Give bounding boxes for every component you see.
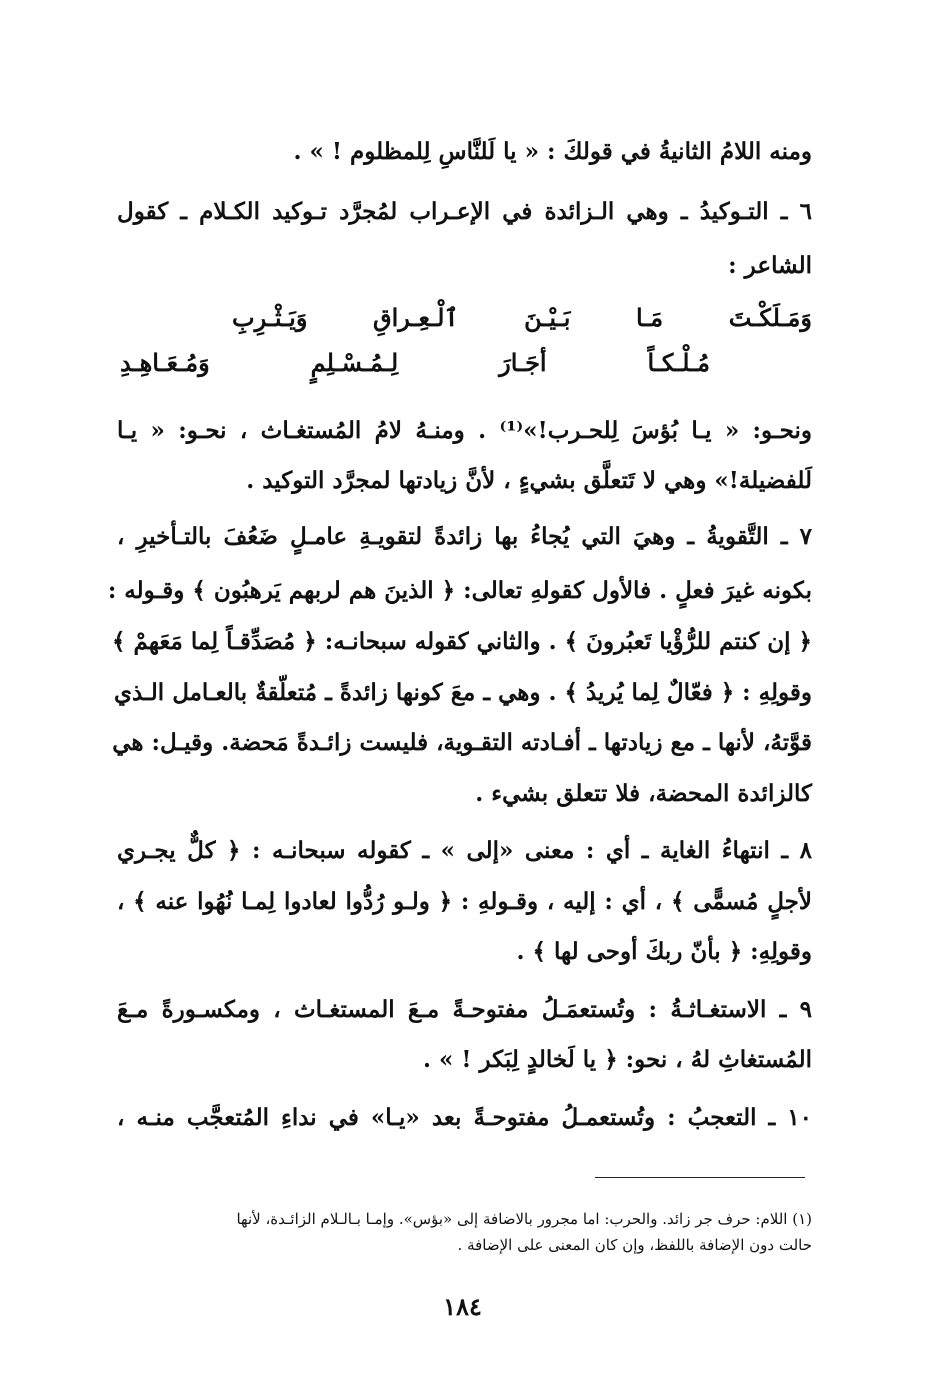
text-line: ٦ ـ التـوكيدُ ـ وهي الـزائدة في الإعـراب لمُجرَّد تـوكيد الكـلام ـ كقول [117, 198, 812, 225]
verse-line-second-hemistich: مُـلْـكـاً أجَـارَ لِـمُـسْـلِمٍ وَمُـعَـاهِـدِ [120, 348, 710, 377]
text-line: قوَّتهُ، لأنها ـ مع زيادتها ـ أفـادته التقـوية، فليست زائـدةً مَحضة. وقيـل: هي [112, 729, 812, 756]
footnote-line: (١) اللام: حرف جر زائد. والحرب: اما مجرور بالاضافة إلى «بؤس». وإمـا بـالـلام الزائـدة، لأنها [236, 1210, 812, 1228]
footnote-line: حالت دون الإضافة باللفظ، وإن كان المعنى على الإضافة . [457, 1236, 812, 1254]
text-line: ﴿ إن كنتم للرُّؤْيا تَعبُرونَ ﴾ . والثاني كقوله سبحانـه: ﴿ مُصَدِّقـاً لِما مَعَهمْ ﴾ [112, 628, 812, 655]
text-line: المُستغاثِ لهُ ، نحو: ﴿ يا لَخالدٍ لِبَكر ! » . [422, 1046, 812, 1073]
text-line: ونحـو: « يـا بُؤسَ لِلحـرب!»⁽¹⁾ . ومنـهُ لامُ المُستغـاث ، نحـو: « يـا [117, 417, 813, 444]
text-line: وقولِهِ: ﴿ بأنّ ربكَ أوحى لها ﴾ . [516, 938, 812, 965]
text-line: ومنه اللامُ الثانيةُ في قولكَ : « يا لَلنَّاسِ لِلمظلوم ! » . [293, 138, 812, 165]
text-line: الشاعر : [728, 252, 812, 279]
text-line: ١٠ ـ التعجبُ : وتُستعمـلُ مفتوحـةً بعد «يـا» في نداءِ المُتعجَّب منـه ، [117, 1104, 812, 1131]
text-line: وقولِهِ : ﴿ فعّالٌ لِما يُريدُ ﴾ . وهي ـ معَ كونها زائدةً ـ مُتعلّقةٌ بالعـامل الـذي [113, 679, 812, 706]
text-line: لأجلٍ مُسمًّى ﴾ ، أي : إليه ، وقـولهِ : ﴿ ولـو رُدُّوا لعادوا لِمـا نُهُوا عنه ﴾ ، [117, 888, 812, 915]
text-line: بكونه غيرَ فعلٍ . فالأول كقولهِ تعالى: ﴿ الذينَ هم لربهم يَرهبُون ﴾ وقـوله : [107, 577, 812, 604]
verse-line-first-hemistich: وَمَـلَكْـتَ مَـا بَـيْـنَ ٱلْـعِـراقِ وَيَـثْـرِبِ [232, 303, 812, 332]
text-line: ٩ ـ الاستغـاثـةُ : وتُستعمَـلُ مفتوحـةً مـعَ المستغـاث ، ومكسـورةً مـعَ [117, 996, 812, 1023]
text-line: ٧ ـ التَّقويةُ ـ وهيَ التي يُجاءُ بها زائدةً لتقويـةِ عامـلٍ ضَعُفَ بالتـأخيرِ ، [117, 523, 812, 550]
text-line: لَلفضيلة!» وهي لا تَتعلَّق بشيءٍ ، لأنَّ زيادتها لمجرَّد التوكيد . [246, 467, 812, 494]
page-number: ١٨٤ [443, 1292, 482, 1321]
footnote-separator [595, 1177, 805, 1178]
text-line: ٨ ـ انتهاءُ الغاية ـ أي : معنى «إلى » ـ كقوله سبحانـه : ﴿ كلٌّ يجـري [117, 837, 812, 864]
text-line: كالزائدة المحضة، فلا تتعلق بشيء . [475, 780, 812, 807]
